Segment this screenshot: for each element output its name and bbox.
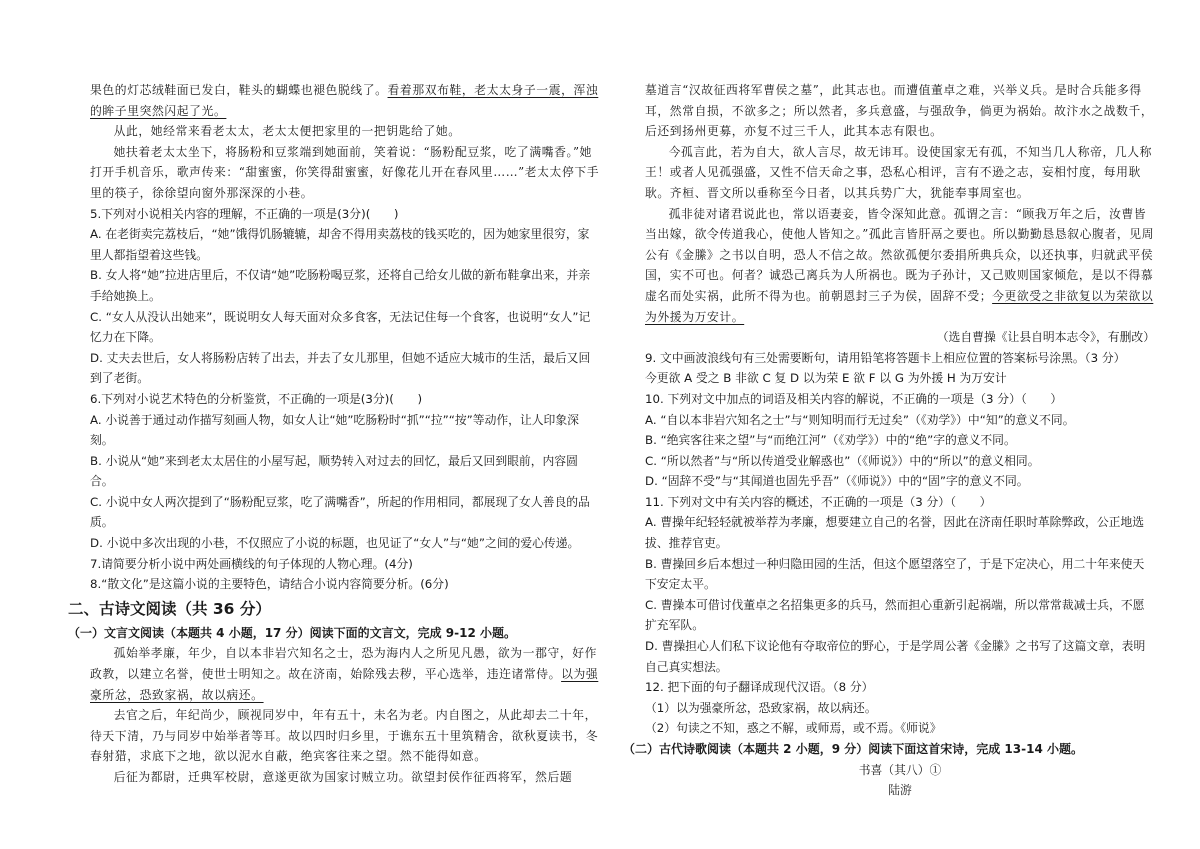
classical-text-paragraph: 今孤言此，若为自大，欲人言尽，故无讳耳。设使国家无有孤，不知当几人称帝，几人称王！或者人见孤强盛，又性不信天命之事，恐私心相评，言有不逊之志，妄相忖度，每用耿耿。齐桓、晋文所以垂称至今日者，以其兵势广大，犹能奉事周室也。 <box>645 144 1153 200</box>
left-column <box>68 80 600 788</box>
option-11a: A. 曹操年纪轻轻就被举荐为孝廉，想要建立自己的名誉，因此在济南任职时革除弊政，公正地选拔、推荐官吏。 <box>645 515 1145 551</box>
classical-text-paragraph: 墓道言“汉故征西将军曹侯之墓”，此其志也。而遭值董卓之难，兴举义兵。是时合兵能多得耳，然常自损，不欲多之；所以然者，多兵意盛，与强敌争，倘更为祸始。故汴水之战数千，后还到扬州更募，亦复不过三千人，此其本志有限也。 <box>645 83 1154 139</box>
question-12-item-1: （1）以为强豪所忿，恐致家祸，故以病还。 <box>645 700 877 715</box>
question-8: 8.“散文化”是这篇小说的主要特色，请结合小说内容简要分析。(6分) <box>90 577 449 592</box>
option-6c: C. 小说中女人两次提到了“肠粉配豆浆，吃了满嘴香”，所起的作用相同，都展现了女人善良的品质。 <box>90 494 590 530</box>
question-9-options: 今更欲 A 受之 B 非欲 C 复 D 以为荣 E 欲 F 以 G 为外援 H 为万安计 <box>645 371 1007 386</box>
option-11b: B. 曹操回乡后本想过一种归隐田园的生活，但这个愿望落空了，于是下定决心，用二十年来使天下安定太平。 <box>645 556 1145 592</box>
question-11: 11. 下列对文中有关内容的概述，不正确的一项是（3 分）（ ） <box>645 494 992 509</box>
underlined-sentence: 看着那双布鞋，老太太身子一震，浑浊的眸子里突然闪起了光。 <box>90 83 599 118</box>
question-10: 10. 下列对文中加点的词语及相关内容的解说，不正确的一项是（3 分）（ ） <box>645 391 1063 406</box>
question-5: 5.下列对小说相关内容的理解，不正确的一项是(3分)( ) <box>90 206 399 221</box>
subsection-title-poetry: （二）古代诗歌阅读（本题共 2 小题，9 分）阅读下面这首宋诗，完成 13-14 小题。 <box>623 742 1083 756</box>
question-6: 6.下列对小说艺术特色的分析鉴赏，不正确的一项是(3分)( ) <box>90 391 423 406</box>
story-paragraph: 果色的灯芯绒鞋面已发白，鞋头的蝴蝶也褪色脱线了。看着那双布鞋，老太太身子一震，浑浊的眸子里突然闪起了光。 <box>90 83 599 118</box>
option-10a: A. “自以本非岩穴知名之士”与“则知明而行无过矣”（《劝学》）中“知”的意义不同。 <box>645 412 1075 427</box>
question-9: 9. 文中画波浪线句有三处需要断句，请用铅笔将答题卡上相应位置的答案标号涂黑。（3 分） <box>645 350 1126 365</box>
poem-author: 陆游 <box>888 783 912 798</box>
text-source: （选自曹操《让县自明本志令》，有删改） <box>936 330 1155 345</box>
option-5b: B. 女人将“她”拉进店里后，不仅请“她”吃肠粉喝豆浆，还将自己给女儿做的新布鞋拿出来，并亲手给她换上。 <box>90 268 591 303</box>
classical-text-paragraph: 孤始举孝廉，年少，自以本非岩穴知名之士，恐为海内人之所见凡愚，欲为一郡守，好作政教，以建立名誉，使世士明知之。故在济南，始除残去秽，平心选举，违迕诸常侍。以为强豪所忿，恐致家祸，故以病还。 <box>90 646 599 702</box>
wavy-underlined-sentence: 今更欲受之非欲复以为荣欲以为外援为万安计。 <box>645 288 1154 324</box>
section-title: 二、古诗文阅读（共 36 分） <box>68 599 271 618</box>
option-6a: A. 小说善于通过动作描写刻画人物，如女人让“她”吃肠粉时“抓”“拉”“按”等动作，让人印象深刻。 <box>90 412 579 448</box>
story-paragraph: 从此，她经常来看老太太，老太太便把家里的一把钥匙给了她。 <box>113 124 461 139</box>
option-5c: C. “女人从没认出她来”，既说明女人每天面对众多食客，无法记住每一个食客，也说明“女人”记忆力在下降。 <box>90 309 591 345</box>
underlined-sentence: 以为强豪所忿，恐致家祸，故以病还。 <box>90 667 599 702</box>
option-5a: A. 在老街卖完荔枝后，“她”饿得饥肠辘辘，却舍不得用卖荔枝的钱买吃的，因为她家里很穷，家里人都指望着这些钱。 <box>90 227 590 262</box>
question-12: 12. 把下面的句子翻译成现代汉语。（8 分） <box>645 680 874 695</box>
option-10b: B. “绝宾客往来之望”与“而绝江河”（《劝学》）中的“绝”字的意义不同。 <box>645 433 1016 448</box>
story-paragraph: 她扶着老太太坐下，将肠粉和豆浆端到她面前，笑着说：“肠粉配豆浆，吃了满嘴香。”她打开手机音乐，歌声传来：“甜蜜蜜，你笑得甜蜜蜜，好像花儿开在春风里……”老太太停下手里的筷子，徐徐望向窗外那深深的小巷。 <box>90 144 600 200</box>
option-5d: D. 丈夫去世后，女人将肠粉店转了出去，并去了女儿那里，但她不适应大城市的生活，最后又回到了老街。 <box>90 350 591 386</box>
subsection-title-classical: （一）文言文阅读（本题共 4 小题，17 分）阅读下面的文言文，完成 9-12 小题。 <box>68 625 516 640</box>
classical-text-paragraph: 后征为都尉，迁典军校尉，意遂更欲为国家讨贼立功。欲望封侯作征西将军，然后题 <box>113 770 573 784</box>
question-7: 7.请简要分析小说中两处画横线的句子体现的人物心理。(4分) <box>90 556 413 571</box>
right-column <box>623 80 1155 801</box>
classical-text-paragraph: 孤非徒对诸君说此也，常以语妻妾，皆令深知此意。孤谓之言：“顾我万年之后，汝曹皆当出嫁，欲令传道我心，使他人皆知之。”孤此言皆肝鬲之要也。所以勤勤恳恳叙心腹者，见周公有《金縢》之书以自明，恐人不信之故。然欲孤便尔委捐所典兵众，以还执事，归就武平侯国，实不可也。何者？诚恐己离兵为人所祸也。既为子孙计，又己败则国家倾危，是以不得慕虚名而处实祸，此所不得为也。前朝恩封三子为侯，固辞不受；今更欲受之非欲复以为荣欲以为外援为万安计。 <box>645 206 1155 324</box>
option-6b: B. 小说从“她”来到老太太居住的小屋写起，顺势转入对过去的回忆，最后又回到眼前，内容圆合。 <box>90 453 578 489</box>
option-10d: D. “固辞不受”与“其闻道也固先乎吾”（《师说》）中的“固”字的意义不同。 <box>645 474 1029 489</box>
option-6d: D. 小说中多次出现的小巷，不仅照应了小说的标题，也见证了“女人”与“她”之间的爱心传递。 <box>90 536 580 551</box>
poem-title: 书喜（其八）① <box>858 762 942 777</box>
option-11d: D. 曹操担心人们私下议论他有夺取帝位的野心，于是学周公著《金縢》之书写了这篇文章，表明自己真实想法。 <box>645 639 1146 674</box>
option-10c: C. “所以然者”与“所以传道受业解惑也”（《师说》）中的“所以”的意义相同。 <box>645 453 1040 468</box>
classical-text-paragraph: 去官之后，年纪尚少，顾视同岁中，年有五十，未名为老。内自图之，从此却去二十年，待天下清，乃与同岁中始举者等耳。故以四时归乡里，于谯东五十里筑精舍，欲秋夏读书，冬春射猎，求底下之地，欲以泥水自蔽，绝宾客往来之望。然不能得如意。 <box>90 708 599 764</box>
question-12-item-2: （2）句读之不知，惑之不解，或师焉，或不焉。《师说》 <box>645 721 942 736</box>
option-11c: C. 曹操本可借讨伐董卓之名招集更多的兵马，然而担心重新引起祸端，所以常常裁减士兵，不愿扩充军队。 <box>645 597 1145 633</box>
